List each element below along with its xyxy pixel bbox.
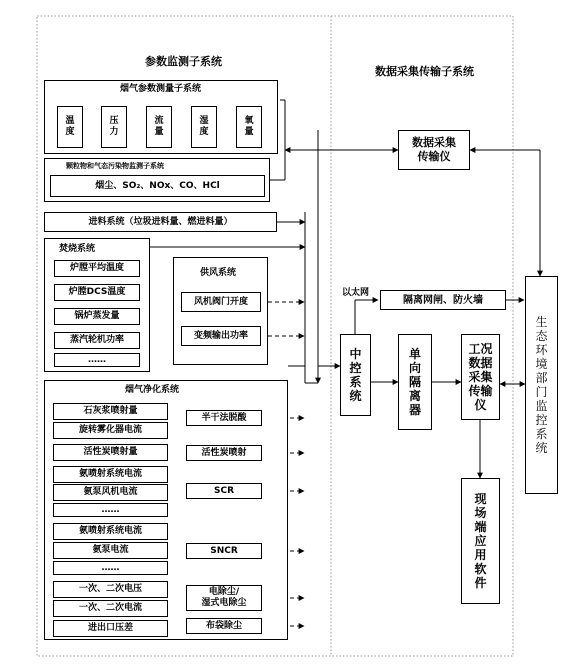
one-way-isolator: [398, 334, 432, 430]
fan-item: [181, 292, 261, 312]
flue-clean-item: [53, 444, 168, 461]
flue-clean-item-label: 氨喷射系统电流: [78, 469, 142, 479]
flue-clean-item: [53, 561, 168, 575]
flue-clean-item-label: 氨喷射系统电流: [78, 526, 142, 536]
flue-clean-item-label: ……: [101, 562, 120, 573]
flue-clean-item-label: 旋转雾化器电流: [78, 425, 142, 435]
param-oxygen: [236, 106, 262, 148]
param-subsystem-title: 参数监测子系统: [145, 55, 222, 68]
param-oxygen-label: 氧量: [244, 116, 254, 137]
isolation-firewall-label: 隔离网闸、防火墙: [403, 294, 483, 306]
daq-subsystem-title: 数据采集传输子系统: [375, 65, 474, 78]
dcs-system-label: 中控系统: [349, 347, 362, 403]
flue-clean-device: [186, 410, 262, 426]
eco-monitoring-system: [525, 276, 558, 494]
one-way-isolator-label: 单向隔离器: [408, 347, 421, 417]
condition-daq-unit: [461, 334, 500, 420]
flue-clean-device-label: 布袋除尘: [205, 620, 242, 631]
flue-clean-item-label: 一次、二次电压: [78, 584, 142, 594]
boiler-item: [54, 332, 140, 349]
param-flow-label: 流量: [154, 116, 164, 137]
flue-clean-item: [53, 542, 168, 559]
boiler-item-label: 锅炉蒸发量: [74, 311, 120, 321]
param-humidity: [191, 106, 217, 148]
flue-clean-device: [186, 543, 262, 559]
flue-clean-item: [53, 403, 168, 420]
flue-clean-item-label: 一次、二次电流: [78, 603, 142, 613]
pollutant-content-label: 烟尘、SO₂、NOx、CO、HCl: [95, 180, 220, 191]
boiler-item-label: 炉膛平均温度: [69, 263, 124, 273]
daq-unit-label: 数据采集传输仪: [412, 136, 456, 163]
condition-daq-unit-label: 工况数据采集传输仪: [468, 342, 493, 412]
flue-clean-item: [53, 581, 168, 598]
boiler-item-label: 蒸汽轮机功率: [69, 335, 124, 345]
ethernet-label: 以太网: [342, 288, 370, 298]
boiler-item: [54, 353, 140, 367]
eco-monitoring-system-label: 生态环境部门监控系统: [535, 315, 548, 455]
flue-clean-title: 烟气净化系统: [125, 385, 180, 395]
flue-clean-device-label: 活性炭喷射: [201, 447, 247, 458]
boiler-item-label: 炉膛DCS温度: [68, 287, 126, 297]
onsite-app-software-label: 现场端应用软件: [474, 492, 487, 590]
flue-clean-item-label: 进出口压差: [87, 623, 133, 633]
boiler-title: 焚烧系统: [59, 244, 96, 254]
fan-title: 供风系统: [200, 268, 237, 278]
flue-clean-item: [53, 503, 168, 517]
pollutant-title: 颗粒物和气态污染物监测子系统: [66, 162, 164, 170]
flue-clean-device-label: SCR: [213, 485, 235, 496]
flue-clean-item: [53, 523, 168, 540]
param-flow: [146, 106, 172, 148]
feed-system-label: 进料系统（垃圾进料量、燃进料量）: [88, 216, 233, 227]
boiler-group: [44, 238, 150, 372]
flue-clean-device-label: 电除尘/ 湿式电除尘: [201, 587, 247, 608]
flue-param-title: 烟气参数测量子系统: [120, 84, 202, 94]
flue-clean-item-label: 氨泵电流: [92, 545, 129, 555]
boiler-item: [54, 308, 140, 325]
daq-unit: [398, 130, 470, 170]
isolation-firewall: [380, 290, 506, 310]
flue-clean-device-label: 半干法脱酸: [201, 412, 247, 423]
dcs-system: [340, 334, 371, 416]
onsite-app-software: [461, 478, 500, 604]
param-temperature: [57, 106, 83, 148]
param-temperature-label: 温度: [65, 116, 75, 137]
flue-clean-device-label: SNCR: [210, 545, 238, 556]
feed-system: [44, 212, 277, 232]
flue-clean-item: [53, 620, 168, 637]
boiler-item: [54, 260, 140, 277]
flue-clean-item-label: 氨泵风机电流: [83, 487, 138, 497]
flue-clean-item: [53, 466, 168, 483]
boiler-item: [54, 284, 140, 301]
flue-clean-device: [186, 618, 262, 634]
fan-item-label: 变频输出功率: [193, 330, 248, 341]
boiler-item-label: ……: [88, 354, 106, 365]
flue-clean-item: [53, 600, 168, 617]
param-humidity-label: 湿度: [199, 116, 209, 137]
flue-clean-device: [186, 445, 262, 461]
pollutant-content: [50, 175, 265, 197]
flue-clean-item: [53, 484, 168, 501]
flue-clean-item-label: 活性炭喷射量: [83, 447, 138, 457]
flue-clean-device: [186, 585, 262, 611]
flue-clean-item-label: ……: [101, 504, 120, 515]
param-pressure: [101, 106, 127, 148]
flue-clean-item-label: 石灰浆喷射量: [83, 406, 138, 416]
flue-clean-device: [186, 483, 262, 499]
fan-item: [181, 326, 261, 346]
param-pressure-label: 压力: [109, 116, 119, 137]
flue-clean-item: [53, 422, 168, 439]
fan-item-label: 风机阀门开度: [193, 296, 248, 307]
